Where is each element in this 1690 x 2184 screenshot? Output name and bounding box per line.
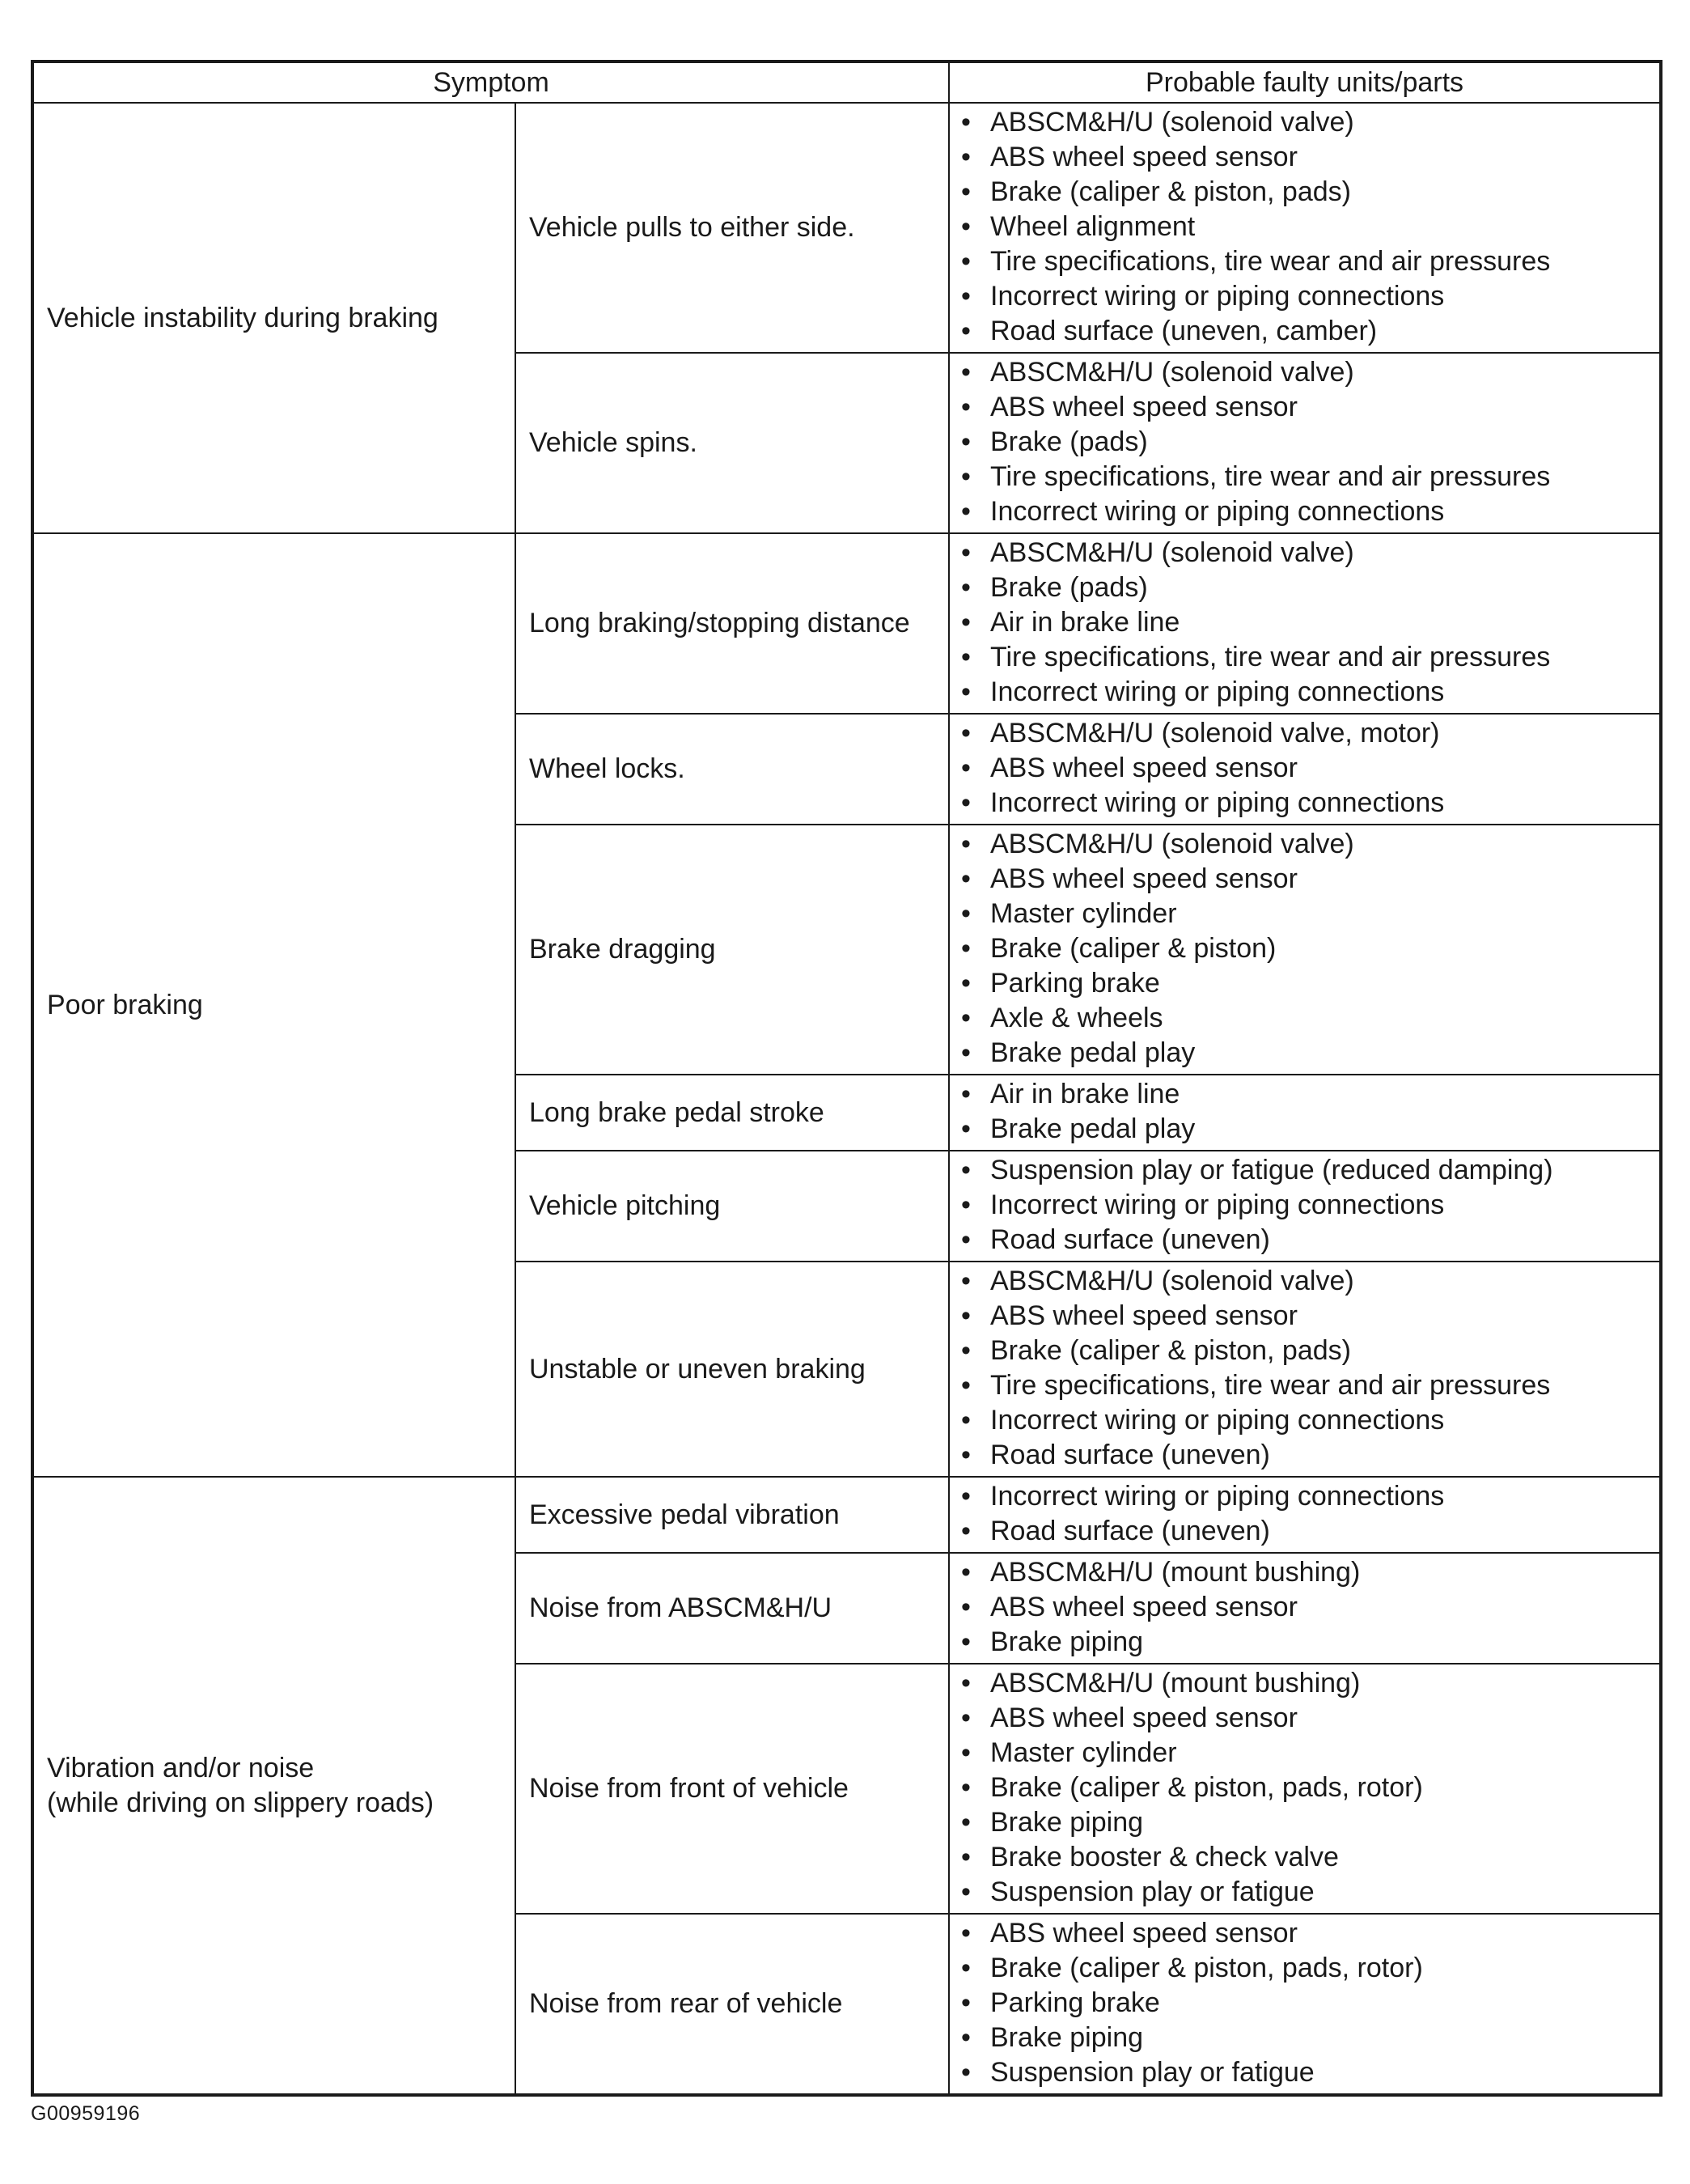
list-item: • Incorrect wiring or piping connections bbox=[950, 494, 1659, 529]
list-item: • ABS wheel speed sensor bbox=[950, 140, 1659, 175]
diagnosis-table bbox=[31, 60, 1662, 2097]
header-probable-parts: Probable faulty units/parts bbox=[949, 61, 1661, 103]
parts-list bbox=[950, 536, 1659, 710]
list-item: • Brake (caliper & piston, pads, rotor) bbox=[950, 1771, 1659, 1805]
sub-symptom-cell: Vehicle pulls to either side. bbox=[515, 103, 949, 353]
main-symptom-text: Poor braking bbox=[47, 989, 203, 1020]
parts-cell bbox=[949, 714, 1661, 825]
list-item: • Tire specifications, tire wear and air pressures bbox=[950, 640, 1659, 675]
list-item: • Tire specifications, tire wear and air pressures bbox=[950, 460, 1659, 494]
sub-symptom-cell: Noise from rear of vehicle bbox=[515, 1914, 949, 2095]
parts-list bbox=[950, 1264, 1659, 1473]
list-item: • Brake (caliper & piston) bbox=[950, 931, 1659, 966]
parts-list bbox=[950, 1479, 1659, 1549]
parts-cell bbox=[949, 533, 1661, 714]
list-item: • Master cylinder bbox=[950, 1736, 1659, 1771]
table-row bbox=[32, 533, 1661, 714]
header-symptom: Symptom bbox=[32, 61, 949, 103]
list-item: • Incorrect wiring or piping connections bbox=[950, 675, 1659, 710]
sub-symptom-cell: Vehicle spins. bbox=[515, 353, 949, 533]
list-item: • ABS wheel speed sensor bbox=[950, 1299, 1659, 1334]
list-item: • Road surface (uneven, camber) bbox=[950, 314, 1659, 349]
list-item: • Road surface (uneven) bbox=[950, 1514, 1659, 1549]
sub-symptom-cell: Vehicle pitching bbox=[515, 1151, 949, 1262]
list-item: • Suspension play or fatigue (reduced damping) bbox=[950, 1153, 1659, 1188]
list-item: • Incorrect wiring or piping connections bbox=[950, 1479, 1659, 1514]
list-item: • Brake (caliper & piston, pads) bbox=[950, 1334, 1659, 1368]
list-item: • ABS wheel speed sensor bbox=[950, 1916, 1659, 1951]
list-item: • Wheel alignment bbox=[950, 210, 1659, 244]
list-item: • Tire specifications, tire wear and air pressures bbox=[950, 244, 1659, 279]
main-symptom-text: Vibration and/or noise bbox=[47, 1752, 315, 1783]
list-item: • Air in brake line bbox=[950, 605, 1659, 640]
list-item: • Brake pedal play bbox=[950, 1112, 1659, 1147]
list-item: • Master cylinder bbox=[950, 897, 1659, 931]
parts-list bbox=[950, 355, 1659, 529]
parts-cell bbox=[949, 1075, 1661, 1151]
list-item: • ABSCM&H/U (solenoid valve) bbox=[950, 536, 1659, 570]
list-item: • Brake (caliper & piston, pads) bbox=[950, 175, 1659, 210]
header-row bbox=[32, 61, 1661, 103]
parts-cell bbox=[949, 1664, 1661, 1914]
parts-cell bbox=[949, 1477, 1661, 1553]
list-item: • ABSCM&H/U (solenoid valve) bbox=[950, 355, 1659, 390]
parts-cell bbox=[949, 353, 1661, 533]
list-item: • ABS wheel speed sensor bbox=[950, 1701, 1659, 1736]
list-item: • Brake (caliper & piston, pads, rotor) bbox=[950, 1951, 1659, 1986]
sub-symptom-cell: Wheel locks. bbox=[515, 714, 949, 825]
list-item: • Incorrect wiring or piping connections bbox=[950, 786, 1659, 821]
sub-symptom-cell: Noise from ABSCM&H/U bbox=[515, 1553, 949, 1664]
list-item: • ABSCM&H/U (solenoid valve) bbox=[950, 827, 1659, 862]
list-item: • Axle & wheels bbox=[950, 1001, 1659, 1036]
main-symptom-cell bbox=[32, 1477, 515, 2095]
figure-id: G00959196 bbox=[31, 2102, 141, 2125]
parts-cell bbox=[949, 1151, 1661, 1262]
parts-cell bbox=[949, 1262, 1661, 1477]
list-item: • Suspension play or fatigue bbox=[950, 2055, 1659, 2090]
list-item: • Incorrect wiring or piping connections bbox=[950, 1188, 1659, 1223]
sub-symptom-cell: Unstable or uneven braking bbox=[515, 1262, 949, 1477]
parts-list bbox=[950, 1666, 1659, 1910]
list-item: • ABS wheel speed sensor bbox=[950, 751, 1659, 786]
list-item: • ABS wheel speed sensor bbox=[950, 1590, 1659, 1625]
list-item: • ABSCM&H/U (solenoid valve, motor) bbox=[950, 716, 1659, 751]
list-item: • Air in brake line bbox=[950, 1077, 1659, 1112]
list-item: • ABS wheel speed sensor bbox=[950, 862, 1659, 897]
parts-list bbox=[950, 1555, 1659, 1660]
list-item: • Brake booster & check valve bbox=[950, 1840, 1659, 1875]
list-item: • ABSCM&H/U (solenoid valve) bbox=[950, 105, 1659, 140]
list-item: • Incorrect wiring or piping connections bbox=[950, 279, 1659, 314]
sub-symptom-cell: Excessive pedal vibration bbox=[515, 1477, 949, 1553]
parts-cell bbox=[949, 103, 1661, 353]
sub-symptom-cell: Long brake pedal stroke bbox=[515, 1075, 949, 1151]
parts-list bbox=[950, 1153, 1659, 1257]
list-item: • Brake (pads) bbox=[950, 570, 1659, 605]
sub-symptom-cell: Long braking/stopping distance bbox=[515, 533, 949, 714]
sub-symptom-cell: Brake dragging bbox=[515, 825, 949, 1075]
main-symptom-cell bbox=[32, 533, 515, 1477]
list-item: • ABSCM&H/U (mount bushing) bbox=[950, 1555, 1659, 1590]
parts-cell bbox=[949, 1914, 1661, 2095]
list-item: • ABS wheel speed sensor bbox=[950, 390, 1659, 425]
list-item: • Parking brake bbox=[950, 1986, 1659, 2021]
list-item: • ABSCM&H/U (mount bushing) bbox=[950, 1666, 1659, 1701]
list-item: • Road surface (uneven) bbox=[950, 1223, 1659, 1257]
list-item: • Tire specifications, tire wear and air pressures bbox=[950, 1368, 1659, 1403]
table-row bbox=[32, 103, 1661, 353]
parts-cell bbox=[949, 825, 1661, 1075]
parts-cell bbox=[949, 1553, 1661, 1664]
main-symptom-text: Vehicle instability during braking bbox=[47, 302, 438, 333]
parts-list bbox=[950, 1077, 1659, 1147]
list-item: • Suspension play or fatigue bbox=[950, 1875, 1659, 1910]
list-item: • Brake (pads) bbox=[950, 425, 1659, 460]
list-item: • ABSCM&H/U (solenoid valve) bbox=[950, 1264, 1659, 1299]
parts-list bbox=[950, 827, 1659, 1071]
list-item: • Brake piping bbox=[950, 2021, 1659, 2055]
list-item: • Brake pedal play bbox=[950, 1036, 1659, 1071]
parts-list bbox=[950, 1916, 1659, 2090]
list-item: • Incorrect wiring or piping connections bbox=[950, 1403, 1659, 1438]
list-item: • Brake piping bbox=[950, 1625, 1659, 1660]
sub-symptom-cell: Noise from front of vehicle bbox=[515, 1664, 949, 1914]
main-symptom-cell bbox=[32, 103, 515, 533]
list-item: • Parking brake bbox=[950, 966, 1659, 1001]
table-row bbox=[32, 1477, 1661, 1553]
list-item: • Road surface (uneven) bbox=[950, 1438, 1659, 1473]
parts-list bbox=[950, 105, 1659, 349]
main-symptom-text: (while driving on slippery roads) bbox=[47, 1787, 434, 1818]
list-item: • Brake piping bbox=[950, 1805, 1659, 1840]
parts-list bbox=[950, 716, 1659, 821]
table-body bbox=[32, 103, 1661, 2095]
